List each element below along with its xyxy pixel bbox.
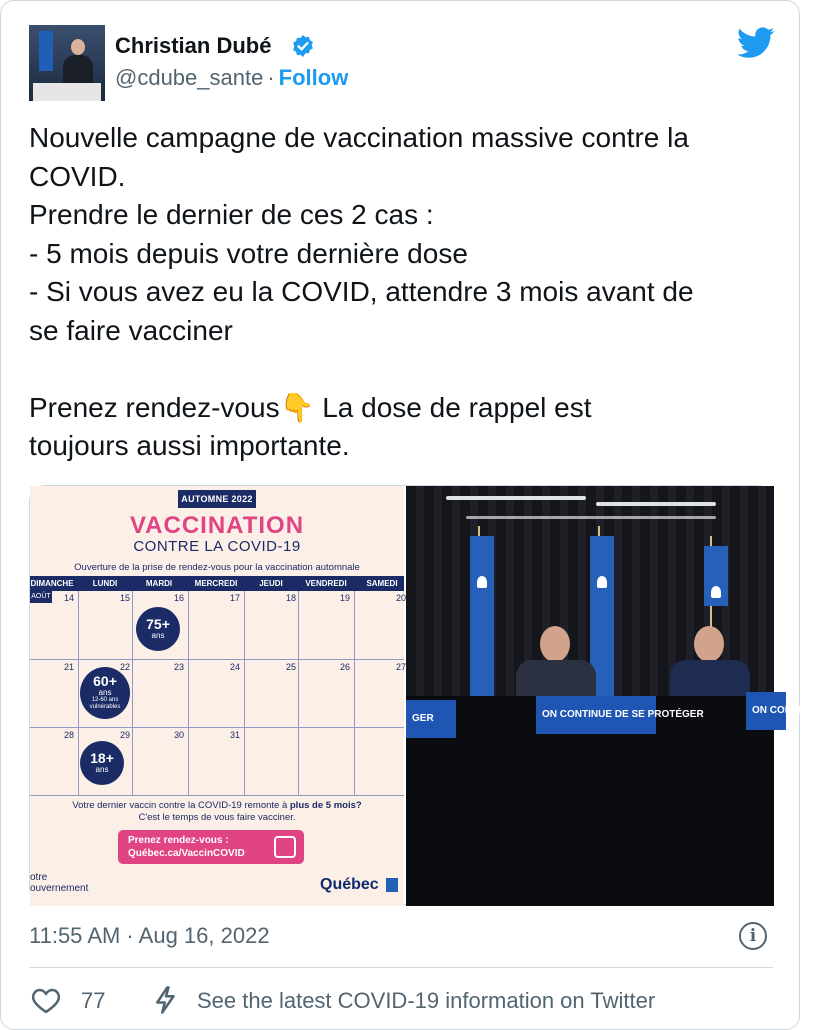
day-number: 21 (64, 662, 75, 672)
day-header: LUNDI (92, 579, 118, 588)
author-handle[interactable]: @cdube_sante (115, 65, 264, 90)
tweet-line: - 5 mois depuis votre dernière dose (29, 237, 468, 269)
day-number: 28 (64, 730, 75, 740)
tweet-line: COVID. (29, 160, 126, 192)
tweet-line: se faire vacciner (29, 314, 233, 346)
day-header: DIMANCHE (30, 579, 74, 588)
day-number: 18 (286, 593, 297, 603)
poster-title: VACCINATION (129, 512, 305, 539)
tweet-line: toujours aussi importante. (29, 430, 350, 461)
calendar-grid (30, 591, 407, 795)
poster-reminder: Votre dernier vaccin contre la COVID-19 remonte à plus de 5 mois? C'est le temps de vous faire vacciner. (72, 800, 362, 823)
heart-icon[interactable] (31, 986, 61, 1014)
day-number: 19 (340, 593, 351, 603)
day-number: 24 (230, 662, 241, 672)
day-number: 27 (396, 662, 407, 672)
vaccination-poster-image[interactable] (30, 486, 407, 906)
separator-dot: · (267, 65, 275, 90)
covid-info-link[interactable]: See the latest COVID-19 information on Twitter (197, 988, 656, 1013)
press-conference-photo[interactable] (406, 486, 815, 906)
banner: GER (406, 700, 456, 738)
avatar[interactable] (29, 25, 105, 101)
poster-subtitle: CONTRE LA COVID-19 (133, 538, 301, 555)
day-number: 31 (230, 730, 241, 740)
tweet-text (29, 119, 779, 466)
lightning-icon (153, 985, 179, 1015)
day-number: 26 (340, 662, 351, 672)
day-header: MARDI (145, 579, 173, 588)
tweet-line (29, 350, 779, 389)
quebec-flag-icon (386, 878, 398, 892)
appointment-cta: Prenez rendez-vous : Québec.ca/VaccinCOVID (118, 830, 304, 864)
banner: ON CONTINU (746, 692, 786, 730)
day-header: SAMEDI (366, 579, 398, 588)
day-number: 30 (174, 730, 185, 740)
day-header: MERCREDI (194, 579, 238, 588)
age-badge-18: 18+ ans (80, 741, 124, 785)
calendar-header (30, 576, 404, 591)
calendar-icon (274, 836, 296, 858)
day-number: 14 (64, 593, 75, 603)
day-number: 15 (120, 593, 131, 603)
banner: ON CONTINUE DE SE PROTÉGER (536, 696, 656, 734)
verified-badge-icon (291, 34, 315, 58)
age-badge-60: 60+ ans 12-60 ans vulnérables (80, 667, 130, 719)
day-number: 22 (120, 662, 131, 672)
day-number: 16 (174, 593, 185, 603)
tweet-line: - Si vous avez eu la COVID, attendre 3 mois avant de (29, 276, 694, 307)
age-badge-75: 75+ ans (136, 607, 180, 651)
day-number: 20 (396, 593, 407, 603)
day-number: 17 (230, 593, 241, 603)
day-number: 29 (120, 730, 131, 740)
tweet-line: Prenez rendez-vous👇 La dose de rappel est (29, 391, 592, 423)
handle-row (115, 65, 348, 91)
tweet-timestamp[interactable]: 11:55 AM · Aug 16, 2022 (29, 923, 270, 948)
info-icon[interactable]: i (739, 922, 767, 950)
tweet-line: Nouvelle campagne de vaccination massive contre la (29, 122, 689, 153)
month-tag: AOÛT (30, 591, 52, 603)
day-number: 25 (286, 662, 297, 672)
like-count[interactable]: 77 (81, 988, 106, 1013)
gov-logo: otre ouvernement (30, 872, 89, 894)
media-grid (29, 485, 815, 905)
divider (29, 967, 773, 968)
day-number: 23 (174, 662, 185, 672)
author-name[interactable]: Christian Dubé (115, 33, 272, 58)
tweet-line: Prendre le dernier de ces 2 cas : (29, 199, 434, 230)
season-tag: AUTOMNE 2022 (178, 490, 256, 508)
twitter-bird-icon[interactable] (737, 27, 775, 59)
day-header: JEUDI (259, 579, 283, 588)
quebec-logo: Québec (320, 876, 379, 893)
follow-button[interactable]: Follow (278, 65, 349, 90)
poster-intro: Ouverture de la prise de rendez-vous pour la vaccination automnale (74, 562, 360, 573)
day-header: VENDREDI (305, 579, 347, 588)
